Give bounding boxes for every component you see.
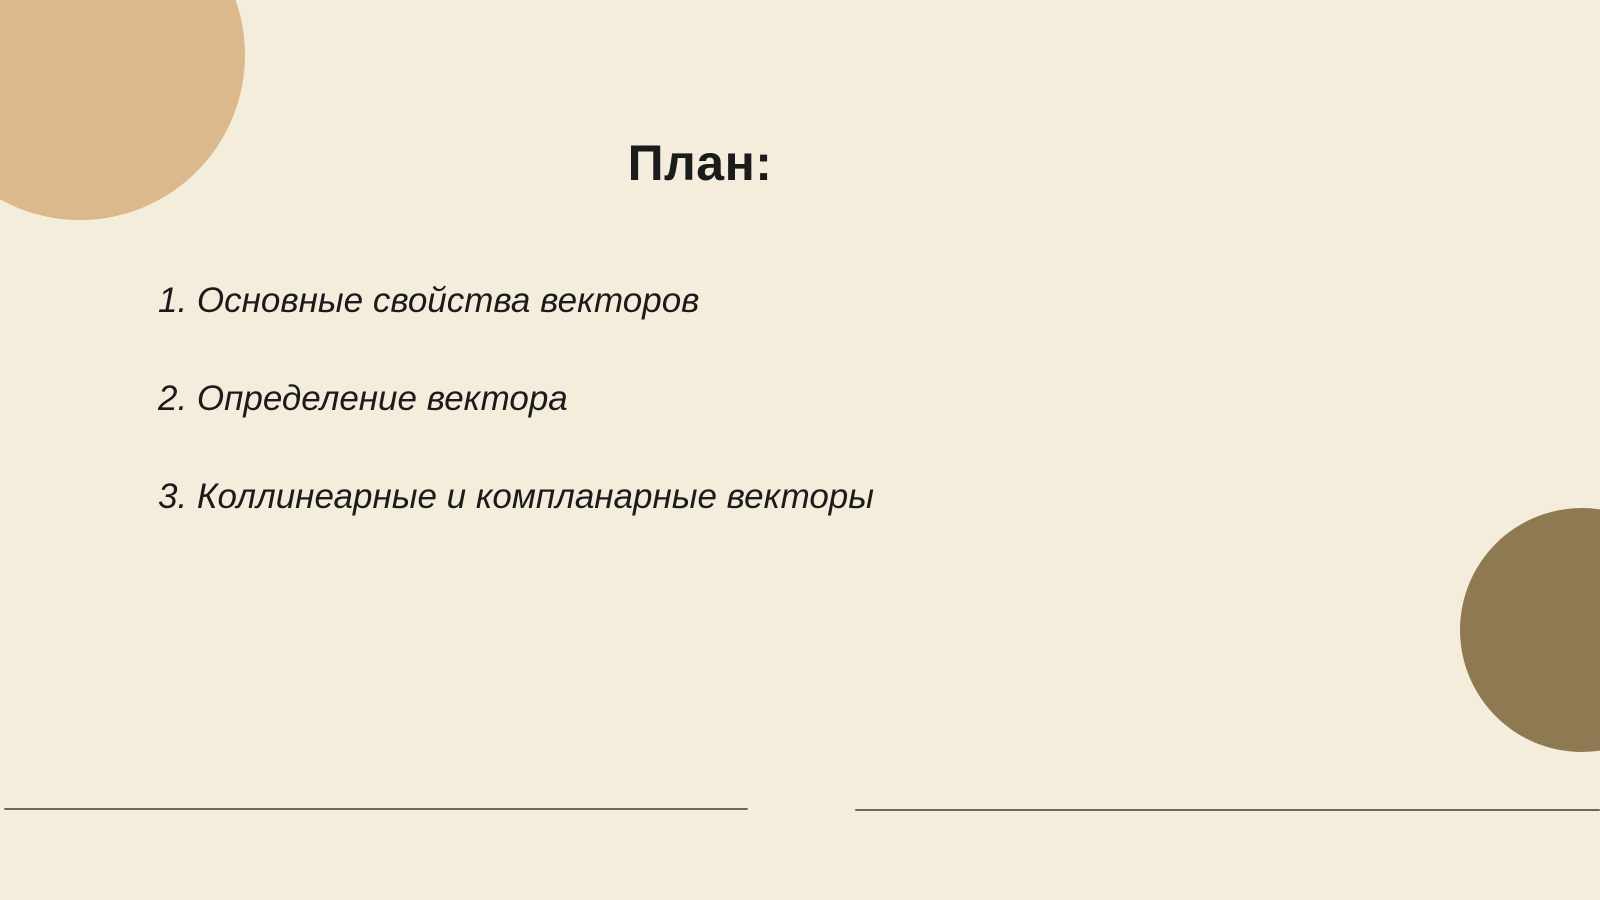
plan-item-1: 1. Основные свойства векторов [158, 281, 700, 320]
slide-title: План: [627, 135, 773, 191]
plan-item-2: 2. Определение вектора [158, 379, 568, 418]
plan-item-3: 3. Коллинеарные и компланарные векторы [158, 477, 875, 516]
decor-circle-top-left [0, 0, 245, 220]
divider-line-right [855, 809, 1600, 811]
divider-line-left [4, 808, 748, 810]
decor-circle-bottom-right [1460, 508, 1600, 752]
plan-list [158, 283, 874, 577]
